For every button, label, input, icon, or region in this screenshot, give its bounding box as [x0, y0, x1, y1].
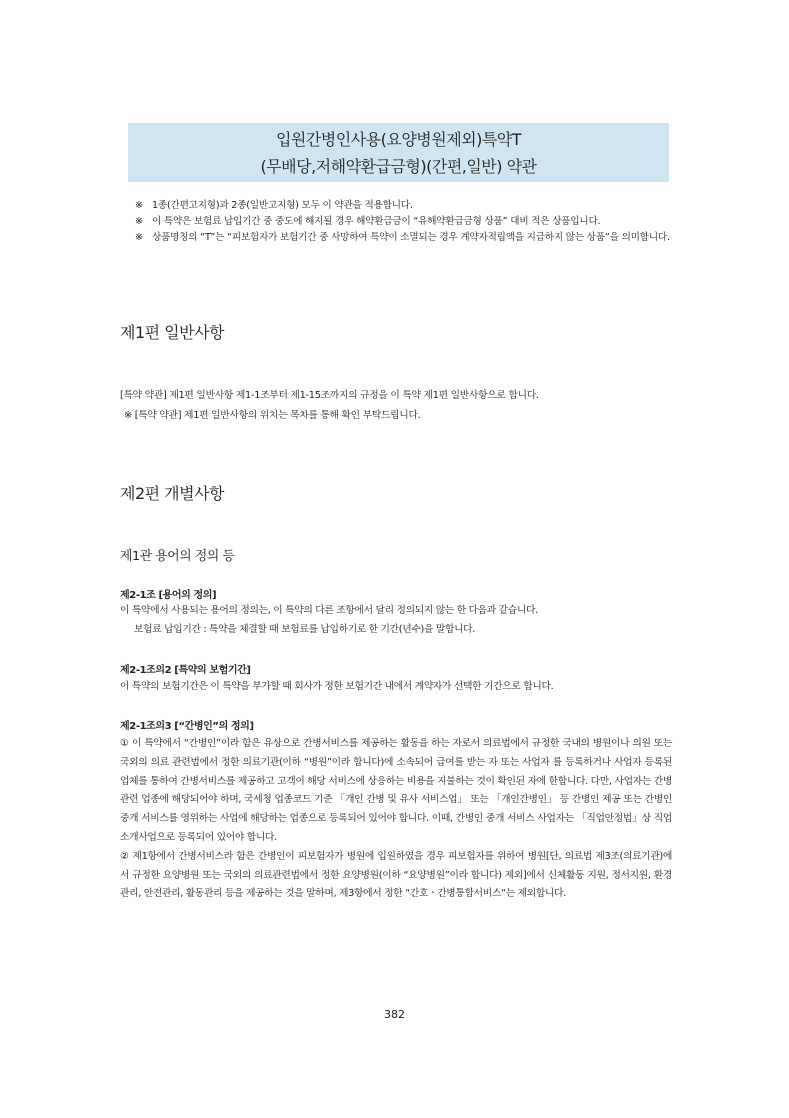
article-heading: 제2-1조 [용어의 정의] [120, 590, 217, 601]
page-number: 382 [384, 1008, 405, 1021]
reference-mark: ※ [135, 200, 143, 211]
notice-item [135, 199, 675, 213]
article-text: 이 특약의 보험기간은 이 특약을 부가할 때 회사가 정한 보험기간 내에서 계약자가 선택한 기간으로 합니다. [120, 681, 554, 692]
article-heading: 제2-1조의3 [“간병인”의 정의] [120, 721, 254, 732]
article-definition: 보험료 납입기간 : 특약을 체결할 때 보험료를 납입하기로 한 기간(년수)을 말합니다. [134, 623, 476, 635]
part-1-title: 제1편 일반사항 [120, 323, 225, 342]
article-heading: 제2-1조의2 [특약의 보험기간] [120, 665, 251, 676]
article-body [120, 678, 672, 697]
document-title-line-1: 입원간병인사용(요양병원제외)특약T [275, 130, 522, 149]
article-paragraph-2: ② 제1항에서 간병서비스라 함은 간병인이 피보험자가 병원에 입원하였을 경우 피보험자를 위하여 병원[단, 의료법 제3조(의료기관)에서 규정한 요양병원 또는 국외의 의료관련법에서 정한 요양병원(이하 “요양병원”이라 합니다) 제외]에서 신체활동 지원, 정서지원, 환경관리, 안전관리, 활동관리 등을 제공하는 것을 말하며, 제3항에서 정한 “간호ㆍ간병통합서비스”는 제외합니다. [120, 850, 672, 900]
part-1-note: ※ [특약 약관] 제1편 일반사항의 위치는 목차를 통해 확인 부탁드립니다. [124, 410, 421, 421]
document-title-line-2: (무배당,저해약환급금형)(간편,일반) 약관 [260, 157, 537, 176]
notice-text: 1종(간편고지형)과 2종(일반고지형) 모두 이 약관을 적용합니다. [152, 200, 413, 211]
chapter-title: 제1관 용어의 정의 등 [120, 549, 235, 564]
article-paragraph-1: ① 이 특약에서 “간병인”이라 함은 유상으로 간병서비스를 제공하는 활동을 하는 자로서 의료법에서 규정한 국내의 병원이나 의원 또는 국외의 의료 관련법에서 정한 의료기관(이하 “병원”이라 합니다)에 소속되어 급여를 받는 자 또는 사업자 를 등록하거나 사업자 등록된 업체를 통하여 간병서비스를 제공하고 고객이 해당 서비스에 상응하는 비용을 지불하는 것이 확인된 자에 한합니다. 다만, 사업자는 간병관련 업종에 해당되어야 하며, 국세청 업종코드 기준 「개인 간병 및 유사 서비스업」 또는 「개인간병인」 등 간병인 제공 또는 간병인 중개 서비스를 영위하는 사업에 해당하는 업종으로 등록되어 있어야 합니다. 이때, 간병인 중개 서비스 사업자는 「직업안정법」상 직업소개사업으로 등록되어 있어야 합니다. [120, 738, 672, 843]
article-text: 이 특약에서 사용되는 용어의 정의는, 이 특약의 다른 조항에서 달리 정의되지 않는 한 다음과 같습니다. [120, 605, 538, 616]
notice-item [135, 215, 675, 229]
title-banner [128, 123, 669, 182]
part-1-text: [특약 약관] 제1편 일반사항 제1-1조부터 제1-15조까지의 규정을 이 특약 제1편 일반사항으로 합니다. [120, 390, 539, 401]
part-2-title: 제2편 개별사항 [120, 484, 225, 503]
notice-list [135, 199, 675, 247]
article-body [120, 602, 672, 640]
reference-mark: ※ [135, 232, 143, 243]
notice-item [135, 231, 675, 245]
reference-mark: ※ [135, 216, 143, 227]
notice-text: 이 특약은 보험료 납입기간 중 중도에 해지될 경우 해약환급금이 “유해약환급금형 상품” 대비 적은 상품입니다. [152, 216, 601, 227]
article-body [120, 735, 672, 904]
notice-text: 상품명칭의 “T”는 “피보험자가 보험기간 중 사망하여 특약이 소멸되는 경우 계약자적립액을 지급하지 않는 상품”을 의미합니다. [152, 232, 670, 243]
